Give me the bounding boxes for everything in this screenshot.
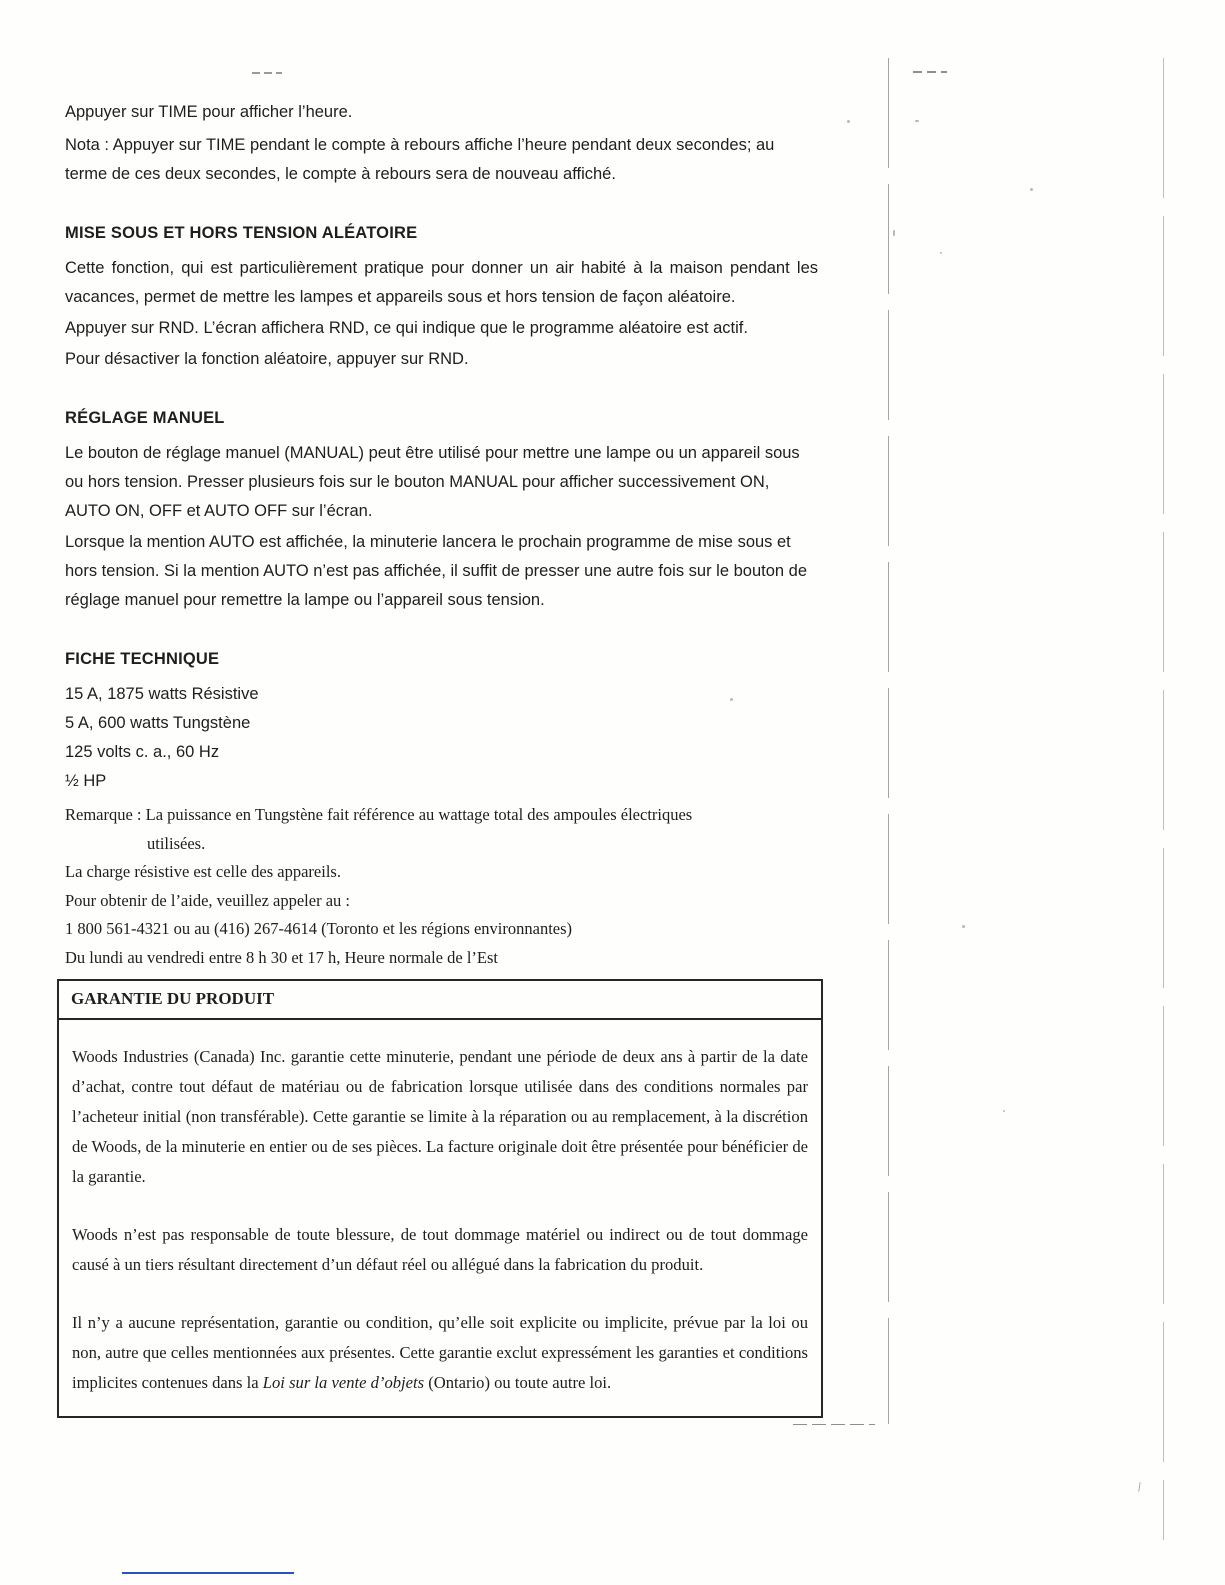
section-specs [65,650,818,971]
warranty-law-title: Loi sur la vente d’objets [262,1373,425,1392]
random-paragraph-2: Appuyer sur RND. L’écran affichera RND, ce qui indique que le programme aléatoire est actif. [65,319,748,337]
spec-line-hp: ½ HP [65,772,107,790]
random-paragraph-1: Cette fonction, qui est particulièrement pratique pour donner un air habité à la maison pendant les vacances, permet de mettre les lampes et appareils sous et hors tension de façon aléatoire. [65,259,818,306]
warranty-paragraph-2: Woods n’est pas responsable de toute blessure, de tout dommage matériel ou indirect ou de tout dommage causé à un tiers résultant directement d’un défaut réel ou allégué dans la fabrication du produit. [72,1225,808,1274]
scan-artifact-blue-underline [122,1572,294,1574]
manual-paragraph-1: Le bouton de réglage manuel (MANUAL) peut être utilisé pour mettre une lampe ou un appareil sous ou hors tension. Presser plusieurs fois sur le bouton MANUAL pour afficher successivement ON, AUTO ON, OFF et AUTO OFF sur l’écran. [65,444,800,520]
scan-artifact-dash-top-right [913,71,947,73]
warranty-title: GARANTIE DU PRODUIT [59,981,821,1020]
page-content [65,98,818,1418]
scan-artifact-speck [940,252,942,254]
section-heading-specs: FICHE TECHNIQUE [65,650,220,668]
scan-artifact-speck [1030,188,1033,191]
hours-line: Du lundi au vendredi entre 8 h 30 et 17 h, Heure normale de l’Est [65,947,498,967]
scan-artifact-speck [893,230,895,236]
warranty-paragraph-3-text: Il n’y a aucune représentation, garantie ou condition, qu’elle soit explicite ou implicite, prévue par la loi ou non, autre que celles mentionnées aux présentes. Cette garantie exclut expressément les garanties et conditions implicites contenues dans la [72,1313,808,1392]
manual-paragraph-2: Lorsque la mention AUTO est affichée, la minuterie lancera le prochain programme de mise sous et hors tension. Si la mention AUTO n’est pas affichée, il suffit de presser une autre fois sur le bouton de réglage manuel pour remettre la lampe ou l’appareil sous tension. [65,533,808,609]
scan-artifact-speck [847,120,850,123]
nota-paragraph: Nota : Appuyer sur TIME pendant le compte à rebours affiche l’heure pendant deux secondes; au terme de ces deux secondes, le compte à rebours sera de nouveau affiché. [65,136,775,183]
scan-artifact-speck [915,120,919,122]
section-heading-random: MISE SOUS ET HORS TENSION ALÉATOIRE [65,224,418,242]
scan-artifact-speck [962,925,965,928]
warranty-paragraph-1: Woods Industries (Canada) Inc. garantie cette minuterie, pendant une période de deux ans à partir de la date d’achat, contre tout défaut de matériau ou de fabrication lorsque utilisée dans des conditions normales par l’acheteur initial (non transférable). Cette garantie se limite à la réparation ou au remplacement, à la discrétion de Woods, de la minuterie en entier ou de ses pièces. La facture originale doit être présentée pour bénéficier de la garantie. [72,1047,808,1186]
resistive-load-line: La charge résistive est celle des appareils. [65,862,341,881]
section-heading-manual: RÉGLAGE MANUEL [65,409,225,427]
remark-line-2: utilisées. [147,833,206,853]
scan-artifact-vertical-line-inner [888,58,889,1424]
section-random [65,224,818,374]
spec-line-amps-resistive: 15 A, 1875 watts Résistive [65,685,259,703]
spec-line-tungsten: 5 A, 600 watts Tungstène [65,714,251,732]
section-manual [65,409,818,615]
phone-line: 1 800 561-4321 ou au (416) 267-4614 (Toronto et les régions environnantes) [65,919,573,938]
scan-artifact-vertical-line-edge [1163,58,1164,1540]
warranty-box [57,979,823,1418]
warranty-body [59,1020,821,1416]
warranty-paragraph-3 [72,1308,808,1398]
remark-line-1: Remarque : La puissance en Tungstène fait référence au wattage total des ampoules électriques [65,805,693,824]
scan-artifact-dash-top-left [252,72,282,74]
intro-line: Appuyer sur TIME pour afficher l’heure. [65,103,353,121]
spec-line-volts: 125 volts c. a., 60 Hz [65,743,220,761]
random-paragraph-3: Pour désactiver la fonction aléatoire, appuyer sur RND. [65,350,469,368]
scan-artifact-speck [1003,1110,1005,1112]
warranty-paragraph-3-tail: (Ontario) ou toute autre loi. [424,1373,612,1392]
scan-artifact-paren-mark [1137,1482,1140,1492]
help-line: Pour obtenir de l’aide, veuillez appeler au : [65,890,350,910]
specs-notes [65,802,818,971]
scan-artifact-dash-bottom-right [793,1424,875,1425]
